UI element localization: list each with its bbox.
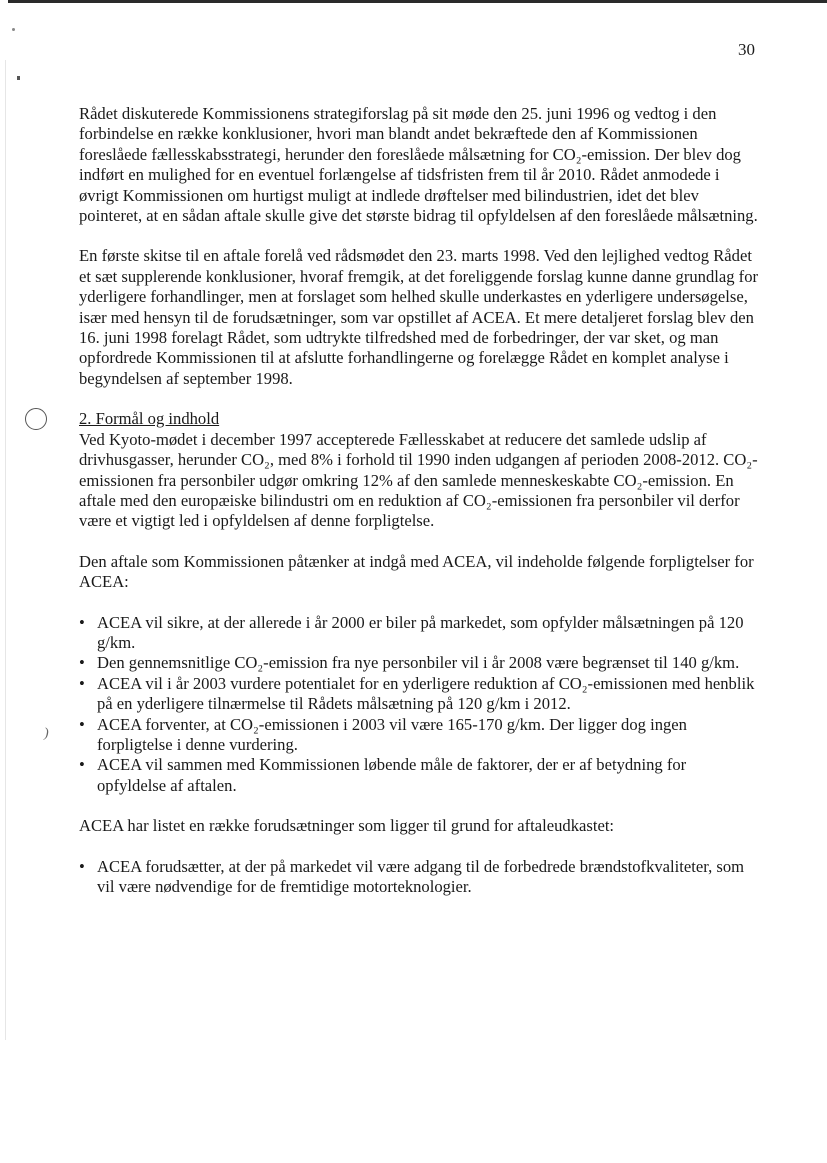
punch-hole-icon xyxy=(25,408,47,430)
top-border-gap xyxy=(0,0,8,3)
list-item: • Den gennemsnitlige CO₂-emission fra nye personbiler vil i år 2008 være begrænset til 140 g/km. xyxy=(79,653,759,673)
page-number: 30 xyxy=(738,40,755,59)
list-item: • ACEA vil i år 2003 vurdere potentialet for en yderligere reduktion af CO₂-emissionen med henblik på en yderligere tilnærmelse til Rådets målsætning på 120 g/km i 2012. xyxy=(79,674,759,715)
page-edge-shadow xyxy=(5,60,6,1040)
scan-speck xyxy=(17,76,20,80)
paragraph-assumptions-intro: ACEA har listet en række forudsætninger som ligger til grund for aftaleudkastet: xyxy=(79,816,615,836)
document-body xyxy=(79,104,759,917)
commitments-list xyxy=(79,613,759,797)
scan-speck xyxy=(12,28,15,31)
scan-mark: ) xyxy=(44,726,49,741)
list-item: • ACEA forventer, at CO₂-emissionen i 2003 vil være 165-170 g/km. Der ligger dog ingen forpligtelse i denne vurdering. xyxy=(79,715,759,756)
list-item: • ACEA vil sikre, at der allerede i år 2000 er biler på markedet, som opfylder målsætningen på 120 g/km. xyxy=(79,613,759,654)
section-heading: 2. Formål og indhold xyxy=(79,409,220,429)
assumptions-list xyxy=(79,857,759,898)
paragraph-agreement-intro: Den aftale som Kommissionen påtænker at indgå med ACEA, vil indeholde følgende forpligtelser for ACEA: xyxy=(79,551,754,592)
paragraph-council-discussion: Rådet diskuterede Kommissionens strategiforslag på sit møde den 25. juni 1996 og vedtog i den forbindelse en række konklusioner, hvori man blandt andet bekræftede den af Kommissionen foreslåede fællesskabsstrategi, herunder den foreslåede målsætning for CO₂-emission. Der blev dog indført en mulighed for en eventuel forlængelse af tidsfristen frem til år 2010. Rådet anmodede i øvrigt Kommissionen om hurtigst muligt at indlede drøftelser med bilindustrien, idet det blev pointeret, at en sådan aftale skulle give det største bidrag til opfyldelsen af den foreslåede målsætning. xyxy=(79,104,758,226)
top-border xyxy=(0,0,827,3)
paragraph-first-draft: En første skitse til en aftale forelå ved rådsmødet den 23. marts 1998. Ved den lejlighed vedtog Rådet et sæt supplerende konklusioner, hvoraf fremgik, at det foreliggende forslag kunne danne grundlag for yderligere forhandlinger, men at forslaget som helhed skulle underkastes en yderligere undersøgelse, især med hensyn til de forudsætninger, som var opstillet af ACEA. Et mere detaljeret forslag blev den 16. juni 1998 forelagt Rådet, som udtrykte tilfredshed med de forbedringer, der var sket, og man opfordrede Kommissionen til at afslutte forhandlingerne og forelægge Rådet en komplet analyse i begyndelsen af september 1998. xyxy=(79,246,759,388)
list-item: • ACEA vil sammen med Kommissionen løbende måle de faktorer, der er af betydning for opfyldelse af aftalen. xyxy=(79,755,759,796)
paragraph-kyoto: Ved Kyoto-mødet i december 1997 accepterede Fællesskabet at reducere det samlede udslip af drivhusgasser, herunder CO₂, med 8% i forhold til 1990 inden udgangen af perioden 2008-2012. CO₂-emissionen fra personbiler udgør omkring 12% af den samlede menneskeskabte CO₂-emission. En aftale med den europæiske bilindustri om en reduktion af CO₂-emissionen fra personbiler vil derfor være et vigtigt led i opfyldelsen af denne forpligtelse. xyxy=(79,429,758,531)
list-item: • ACEA forudsætter, at der på markedet vil være adgang til de forbedrede brændstofkvaliteter, som vil være nødvendige for de fremtidige motorteknologier. xyxy=(79,857,759,898)
